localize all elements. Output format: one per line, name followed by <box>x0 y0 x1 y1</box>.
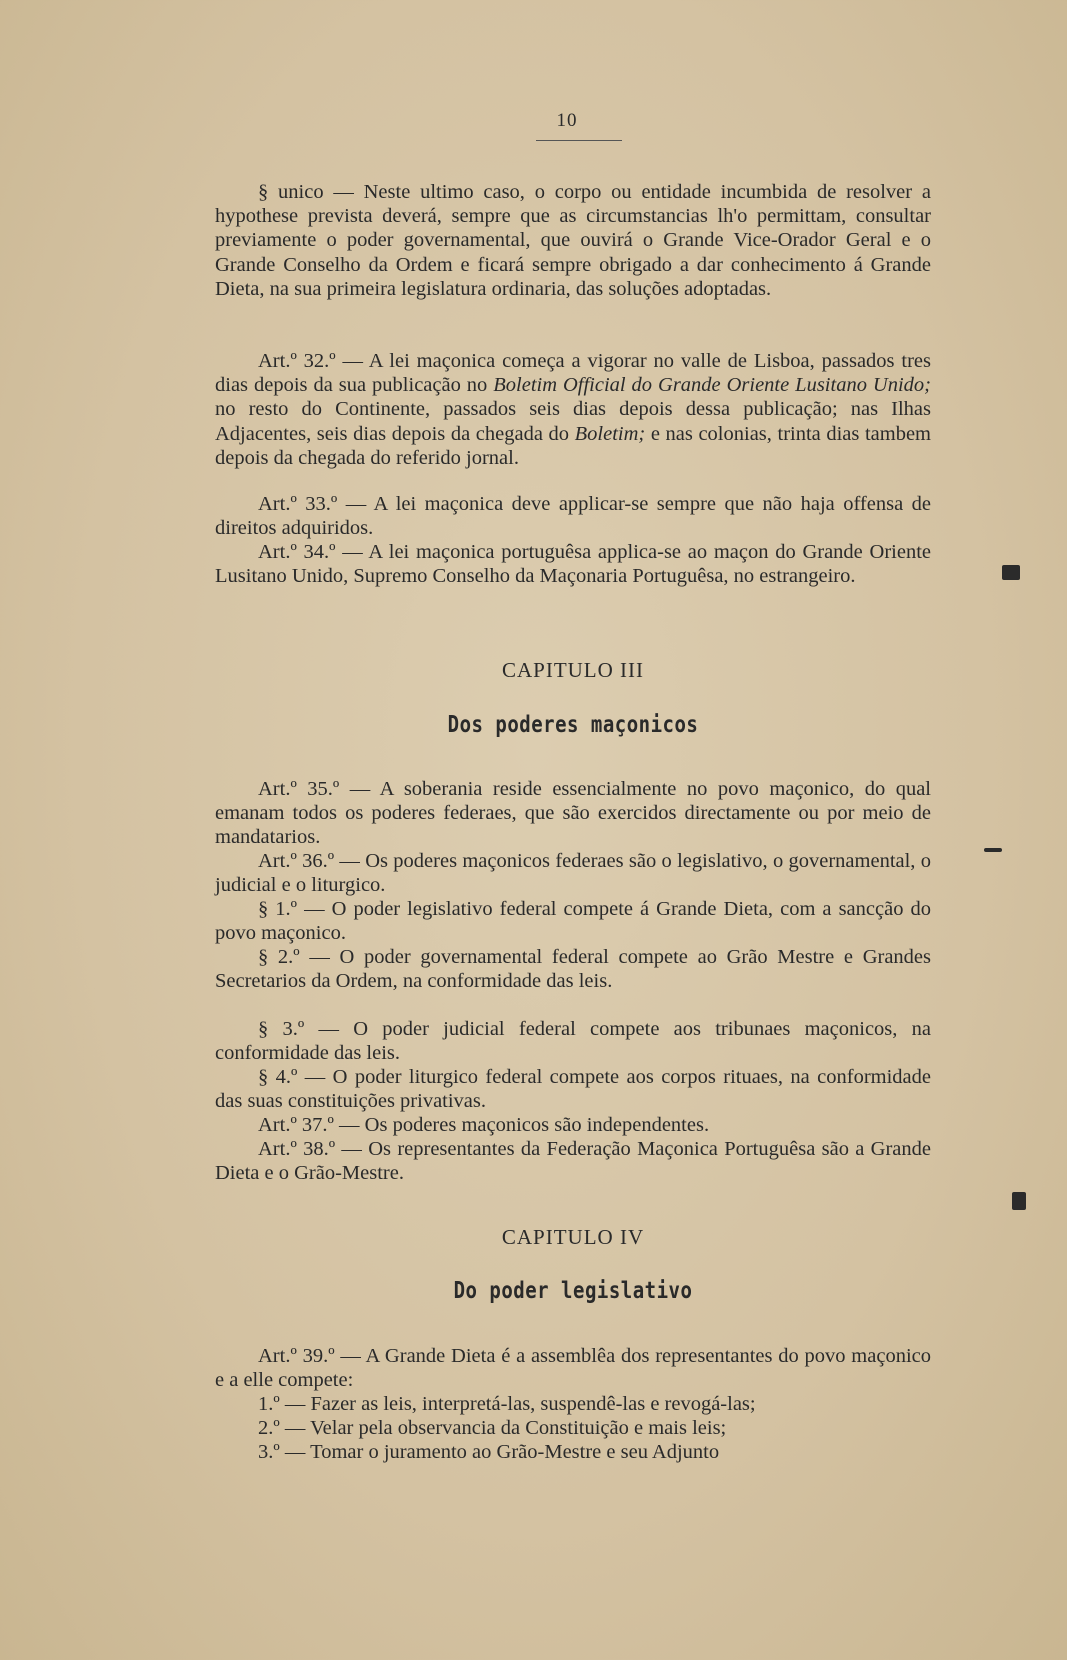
page-number: 10 <box>556 110 578 131</box>
article-33: Art.º 33.º — A lei maçonica deve applicar-se sempre que não haja offensa de direitos adquiridos. <box>215 493 931 540</box>
page-number-rule <box>536 140 622 141</box>
paragraph-4: § 4.º — O poder liturgico federal compete aos corpos rituaes, na conformidade das suas constituições privativas. <box>215 1066 931 1113</box>
article-32-part-c: no resto do Continente, passados seis dias depois dessa publicação; nas Ilhas Adjacentes, seis dias depois da chegada do <box>215 398 931 445</box>
article-39: Art.º 39.º — A Grande Dieta é a assemblêa dos representantes do povo maçonico e a elle compete: <box>215 1345 931 1392</box>
chapter-3-title: CAPITULO III <box>501 658 645 682</box>
article-32-part-a: Art.º 32.º — A lei maçonica começa a vigorar no valle de Lisboa, passados tres dias depois da sua publicação no <box>215 350 931 397</box>
ink-blot <box>1012 1192 1026 1210</box>
article-32-part-e: e nas colonias, trinta dias tambem depois da chegada do referido jornal. <box>215 422 932 469</box>
boletim-short: Boletim; <box>574 422 646 445</box>
item-1: 1.º — Fazer as leis, interpretá-las, suspendê-las e revogá-las; <box>258 1393 756 1415</box>
item-2: 2.º — Velar pela observancia da Constituição e mais leis; <box>258 1417 727 1439</box>
article-38: Art.º 38.º — Os representantes da Federação Maçonica Portuguêsa são a Grande Dieta e o Grão-Mestre. <box>215 1138 931 1185</box>
article-34: Art.º 34.º — A lei maçonica portuguêsa applica-se ao maçon do Grande Oriente Lusitano Unido, Supremo Conselho da Maçonaria Portuguêsa, no estrangeiro. <box>215 541 931 588</box>
ink-blot <box>984 848 1002 852</box>
article-35: Art.º 35.º — A soberania reside essencialmente no povo maçonico, do qual emanam todos os poderes federaes, que são exercidos directamente ou por meio de mandatarios. <box>215 778 931 849</box>
paragraph-unico: § unico — Neste ultimo caso, o corpo ou entidade incumbida de resolver a hypothese prevista deverá, sempre que as circumstancias lh'o permittam, consultar previamente o poder governamental, que ouvirá o Grande Vice-Orador Geral e o Grande Conselho da Ordem e ficará sempre obrigado a dar conhecimento á Grande Dieta, na sua primeira legislatura ordinaria, das soluções adoptadas. <box>215 181 931 300</box>
paragraph-1: § 1.º — O poder legislativo federal compete á Grande Dieta, com a sancção do povo maçonico. <box>215 898 931 945</box>
chapter-4-heading: Do poder legislativo <box>453 1277 693 1305</box>
boletim-title: Boletim Official do Grande Oriente Lusitano Unido; <box>493 374 931 397</box>
paragraph-2: § 2.º — O poder governamental federal compete ao Grão Mestre e Grandes Secretarios da Ordem, na conformidade das leis. <box>215 946 931 993</box>
article-32 <box>215 349 931 470</box>
article-36: Art.º 36.º — Os poderes maçonicos federaes são o legislativo, o governamental, o judicial e o liturgico. <box>215 850 931 897</box>
ink-blot <box>1002 565 1020 580</box>
article-37: Art.º 37.º — Os poderes maçonicos são independentes. <box>258 1114 710 1136</box>
chapter-3-heading: Dos poderes maçonicos <box>447 711 699 739</box>
paragraph-3: § 3.º — O poder judicial federal compete aos tribunaes maçonicos, na conformidade das leis. <box>215 1018 931 1065</box>
chapter-4-title: CAPITULO IV <box>501 1225 645 1249</box>
item-3: 3.º — Tomar o juramento ao Grão-Mestre e seu Adjunto <box>258 1441 720 1463</box>
